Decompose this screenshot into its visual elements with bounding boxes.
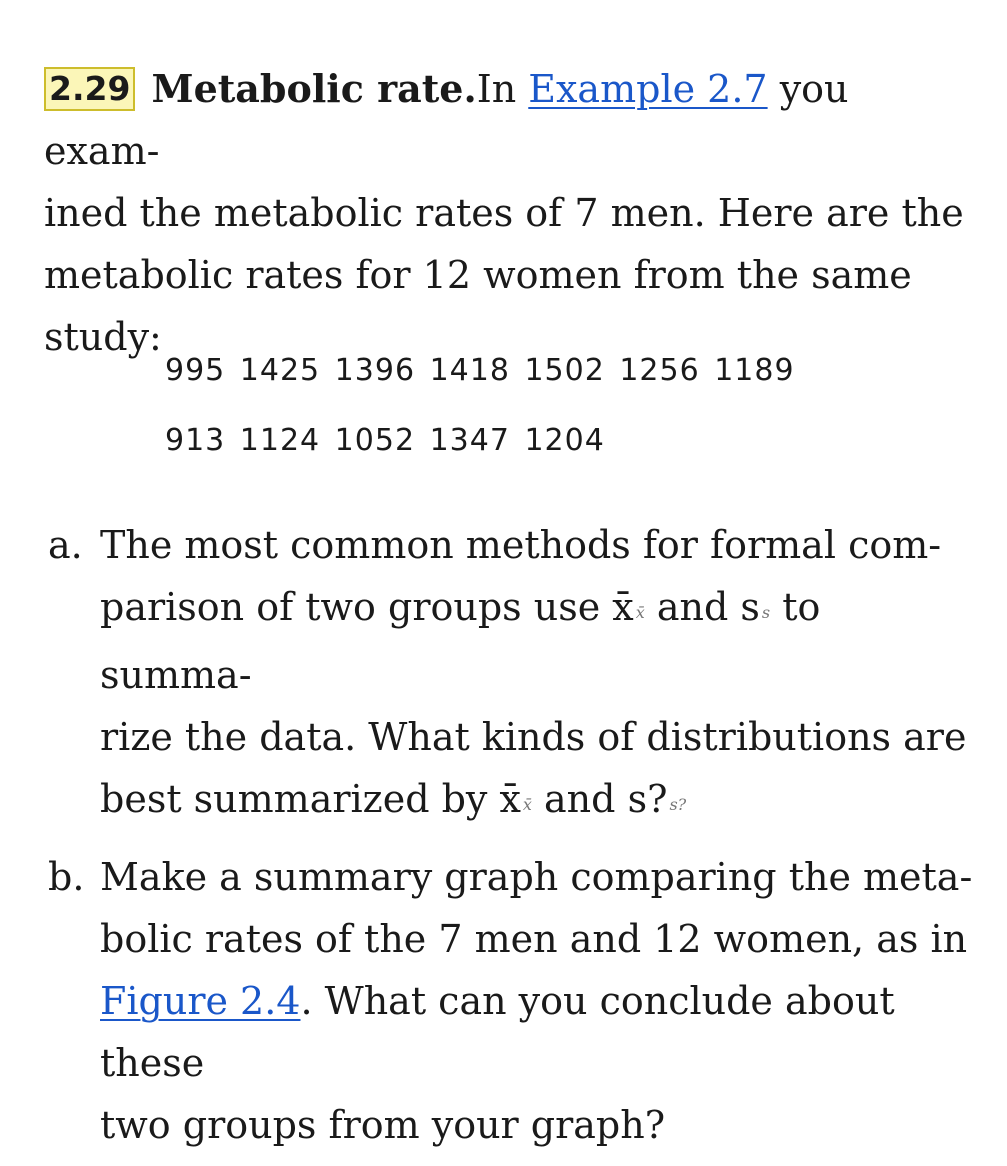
part-b-line-4: two groups from your graph? [100,1103,666,1147]
part-b-line-2: bolic rates of the 7 men and 12 women, as in [100,917,968,961]
part-b-letter: b. [48,855,85,899]
x-bar-alt-text-2: x̄ [522,795,532,814]
part-a-line-2-mid: and [644,585,741,629]
exercise-parts [44,514,974,1166]
intro-text-before-link: In [476,67,529,111]
intro-line-1 [44,58,974,182]
exercise-number: 2.29 [44,67,135,111]
part-a-line-2 [100,576,974,706]
s-question-symbol: s? [627,777,668,821]
x-bar-symbol: x̄ [612,585,634,629]
part-a-line-4-mid: and [531,777,628,821]
part-a-line-2-start: parison of two groups use [100,585,613,629]
part-b-line-3 [100,970,974,1094]
s-symbol: s [740,585,760,629]
exercise-intro [44,58,974,368]
s-question-alt-text: s? [669,795,687,814]
example-2-7-link[interactable]: Example 2.7 [528,67,768,111]
part-a-line-1: The most common methods for formal com- [100,523,942,567]
s-alt-text: s [761,603,771,622]
x-bar-alt-text: x̄ [635,603,645,622]
part-a-line-4-start: best summarized by [100,777,500,821]
data-row-1: 995 1425 1396 1418 1502 1256 1189 [165,353,795,388]
intro-line-4: study: [44,315,162,359]
part-a-line-2-end: to summa- [100,585,821,697]
part-a [44,514,974,836]
data-row-2: 913 1124 1052 1347 1204 [165,423,605,458]
part-b-line-1: Make a summary graph comparing the meta- [100,855,973,899]
part-b-line-3-rest: . What can you conclude about these [100,979,895,1085]
figure-2-4-link[interactable]: Figure 2.4 [100,979,301,1023]
part-a-line-3: rize the data. What kinds of distributions are [100,715,967,759]
part-b [44,846,974,1156]
part-a-letter: a. [48,523,83,567]
part-a-line-4 [100,768,974,836]
intro-line-3: metabolic rates for 12 women from the same [44,253,912,297]
intro-text-after-link: you exam- [44,67,849,173]
exercise-title: Metabolic rate. [151,66,477,111]
intro-line-2: ined the metabolic rates of 7 men. Here are the [44,191,964,235]
x-bar-symbol-2: x̄ [499,777,521,821]
